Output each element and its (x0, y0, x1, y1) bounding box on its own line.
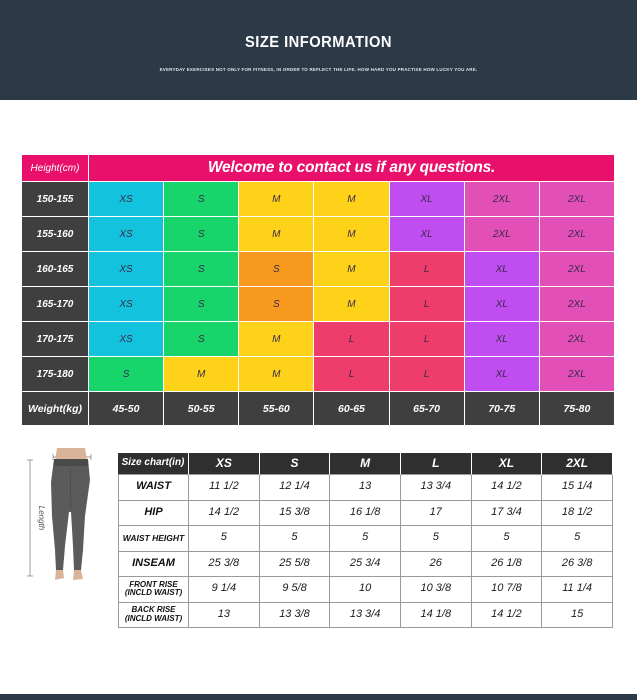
size-cell: 2XL (540, 287, 615, 322)
size-cell: 2XL (540, 322, 615, 357)
measurement-value: 10 (330, 577, 401, 603)
page-subtitle: EVERYDAY EXERCISES NOT ONLY FOR FITNESS, IN ORDER TO REFLECT THE LIFE. HOW HARD YOU PRACTISE HOW LUCKY YOU ARE. (159, 67, 478, 72)
size-column-header: L (401, 453, 472, 475)
leggings-figure (25, 446, 103, 586)
size-cell: M (239, 182, 314, 217)
measurement-value: 5 (472, 526, 543, 552)
height-header-cell: Height(cm) (22, 155, 89, 182)
size-cell: L (390, 252, 465, 287)
measurement-label: WAIST HEIGHT (118, 526, 189, 552)
size-cell: M (164, 357, 239, 392)
measurement-label (118, 577, 189, 603)
measurement-value: 13 (189, 603, 260, 629)
size-column-header: M (330, 453, 401, 475)
measurement-value: 5 (260, 526, 331, 552)
size-cell: M (314, 217, 389, 252)
measurement-value: 5 (542, 526, 613, 552)
measurement-value: 14 1/2 (472, 603, 543, 629)
size-cell: 2XL (465, 182, 540, 217)
size-cell: L (390, 357, 465, 392)
height-weight-size-grid (22, 155, 615, 426)
size-cell: 2XL (540, 357, 615, 392)
measurement-value: 18 1/2 (542, 501, 613, 527)
measurement-value: 5 (401, 526, 472, 552)
size-column-header: 2XL (542, 453, 613, 475)
size-cell: L (390, 287, 465, 322)
leggings-model-icon (25, 446, 103, 586)
measurement-label: HIP (118, 501, 189, 527)
measurement-label: INSEAM (118, 552, 189, 578)
measurement-value: 5 (330, 526, 401, 552)
size-cell: M (314, 182, 389, 217)
size-cell: L (314, 322, 389, 357)
size-chart-table (118, 453, 613, 628)
height-row-label: 155-160 (22, 217, 89, 252)
measurement-value: 16 1/8 (330, 501, 401, 527)
size-cell: L (390, 322, 465, 357)
measurement-value: 11 1/4 (542, 577, 613, 603)
measurement-value: 5 (189, 526, 260, 552)
size-cell: XL (465, 357, 540, 392)
measurement-value: 9 1/4 (189, 577, 260, 603)
size-cell: S (239, 252, 314, 287)
height-row-label: 170-175 (22, 322, 89, 357)
measurement-value: 25 3/8 (189, 552, 260, 578)
weight-header-cell: Weight(kg) (22, 392, 89, 426)
size-cell: XL (465, 322, 540, 357)
size-column-header: S (260, 453, 331, 475)
size-cell: M (239, 217, 314, 252)
measurement-value: 9 5/8 (260, 577, 331, 603)
measurement-value: 14 1/2 (189, 501, 260, 527)
measurement-label: WAIST (118, 475, 189, 501)
size-chart-header: Size chart(in) (118, 453, 189, 475)
measurement-value: 10 7/8 (472, 577, 543, 603)
measurement-value: 13 (330, 475, 401, 501)
size-cell: XS (89, 287, 164, 322)
size-cell: XL (390, 217, 465, 252)
size-cell: XL (390, 182, 465, 217)
measurement-label-line2: (INCLD WAIST) (124, 613, 183, 623)
weight-column-label: 50-55 (164, 392, 239, 426)
weight-column-label: 65-70 (390, 392, 465, 426)
size-cell: S (164, 252, 239, 287)
page-title: SIZE INFORMATION (245, 34, 392, 51)
weight-column-label: 55-60 (239, 392, 314, 426)
size-column-header: XS (189, 453, 260, 475)
size-cell: 2XL (540, 182, 615, 217)
measurement-value: 14 1/2 (472, 475, 543, 501)
size-cell: S (164, 217, 239, 252)
measurement-value: 17 (401, 501, 472, 527)
height-row-label: 160-165 (22, 252, 89, 287)
measurement-label (118, 603, 189, 629)
size-cell: S (164, 322, 239, 357)
size-cell: M (314, 287, 389, 322)
measurement-value: 13 3/8 (260, 603, 331, 629)
measurement-label-line2: (INCLD WAIST) (124, 588, 183, 598)
measurement-value: 15 3/8 (260, 501, 331, 527)
contact-banner: Welcome to contact us if any questions. (89, 155, 615, 182)
size-column-header: XL (472, 453, 543, 475)
measurement-label-line1: FRONT RISE (129, 579, 178, 589)
weight-column-label: 45-50 (89, 392, 164, 426)
size-cell: S (164, 182, 239, 217)
size-cell: 2XL (540, 217, 615, 252)
size-cell: XS (89, 322, 164, 357)
measurement-value: 25 3/4 (330, 552, 401, 578)
size-cell: S (164, 287, 239, 322)
measurement-value: 11 1/2 (189, 475, 260, 501)
weight-column-label: 75-80 (540, 392, 615, 426)
length-label: Length (37, 505, 46, 531)
footer-bar (0, 694, 637, 700)
size-cell: 2XL (540, 252, 615, 287)
size-cell: XL (465, 252, 540, 287)
height-row-label: 150-155 (22, 182, 89, 217)
size-cell: S (89, 357, 164, 392)
size-cell: XS (89, 252, 164, 287)
measurement-value: 12 1/4 (260, 475, 331, 501)
size-cell: S (239, 287, 314, 322)
weight-column-label: 60-65 (314, 392, 389, 426)
size-cell: XL (465, 287, 540, 322)
size-cell: 2XL (465, 217, 540, 252)
size-cell: M (239, 357, 314, 392)
header-banner (0, 0, 637, 100)
size-cell: XS (89, 182, 164, 217)
measurement-value: 17 3/4 (472, 501, 543, 527)
measurement-value: 10 3/8 (401, 577, 472, 603)
height-row-label: 165-170 (22, 287, 89, 322)
size-cell: M (239, 322, 314, 357)
measurement-value: 15 1/4 (542, 475, 613, 501)
measurement-value: 26 3/8 (542, 552, 613, 578)
weight-column-label: 70-75 (465, 392, 540, 426)
measurement-value: 25 5/8 (260, 552, 331, 578)
measurement-value: 26 1/8 (472, 552, 543, 578)
size-cell: L (314, 357, 389, 392)
measurement-value: 15 (542, 603, 613, 629)
measurement-value: 14 1/8 (401, 603, 472, 629)
size-cell: M (314, 252, 389, 287)
measurement-value: 26 (401, 552, 472, 578)
measurement-value: 13 3/4 (330, 603, 401, 629)
measurement-value: 13 3/4 (401, 475, 472, 501)
size-cell: XS (89, 217, 164, 252)
measurement-label-line1: BACK RISE (131, 605, 176, 615)
height-row-label: 175-180 (22, 357, 89, 392)
